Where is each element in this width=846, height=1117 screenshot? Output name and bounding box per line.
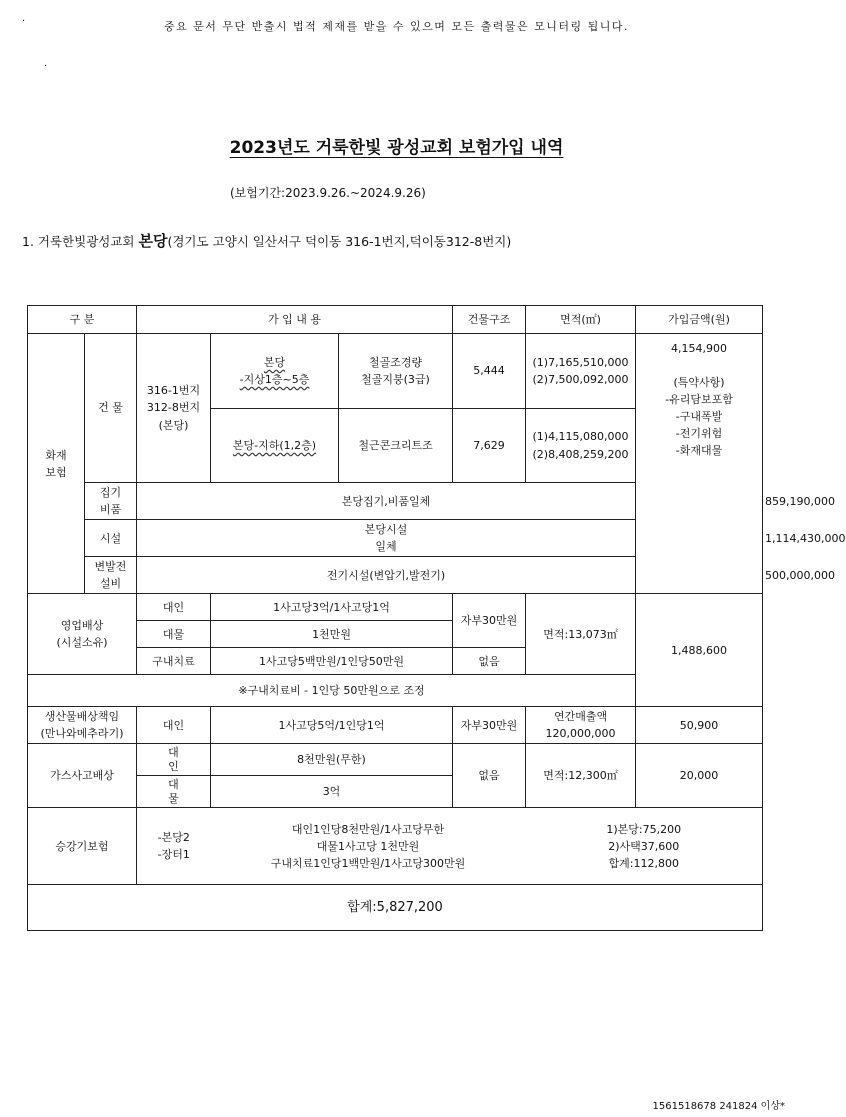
section-prefix: 1. 거룩한빛광성교회 bbox=[22, 234, 139, 249]
header-content: 가 입 내 용 bbox=[137, 306, 453, 334]
building-address: 316-1번지 312-8번지 (본당) bbox=[137, 334, 211, 483]
table-row bbox=[28, 707, 763, 744]
product-value: 1사고당5억/1인당1억 bbox=[211, 707, 453, 744]
facility-label: 시설 bbox=[85, 520, 137, 557]
business-medical-label: 구내치료 bbox=[137, 648, 211, 675]
table-row: 시설 본당시설 일체 1,114,430,000 bbox=[28, 520, 763, 557]
insurance-period: (보험기간:2023.9.26.~2024.9.26) bbox=[230, 186, 426, 200]
amount-basement: (1)4,115,080,000 (2)8,408,259,200 bbox=[526, 409, 636, 483]
document-title-text: 2023년도 거룩한빛 광성교회 보험가입 내역 bbox=[229, 138, 564, 158]
building-label: 건 물 bbox=[85, 334, 137, 483]
elevator-units: -본당2 -장터1 bbox=[137, 808, 211, 885]
transformer-label: 변발전 설비 bbox=[85, 557, 137, 594]
elevator-insurance-label: 승강기보험 bbox=[28, 808, 137, 885]
gas-accident-label: 가스사고배상 bbox=[28, 744, 137, 808]
confidential-notice: 중요 문서 무단 반출시 법적 제재를 받을 수 있으며 모든 출력물은 모니터링 됩니다. bbox=[163, 20, 630, 33]
document-title bbox=[0, 133, 793, 158]
product-sales: 연간매출액 120,000,000 bbox=[526, 707, 636, 744]
table-header-row bbox=[28, 306, 763, 334]
business-premium: 1,488,600 bbox=[636, 594, 763, 707]
product-liability-label: 생산물배상책임 (만나와메추라기) bbox=[28, 707, 137, 744]
table-row: 변발전 설비 전기시설(변압기,발전기) 500,000,000 bbox=[28, 557, 763, 594]
floor-above-ground: 본당 -지상1층~5층 bbox=[211, 334, 339, 409]
table-row bbox=[28, 594, 763, 621]
insurance-table bbox=[27, 305, 846, 931]
business-medical-value: 1사고당5백만원/1인당50만원 bbox=[211, 648, 453, 675]
elevator-content: 대인1인당8천만원/1사고당무한 대물1사고당 1천만원 구내치료1인당1백만원/1사고당300만원 bbox=[211, 808, 526, 885]
business-liability-label: 영업배상 (시설소유) bbox=[28, 594, 137, 675]
business-medical-deductible: 없음 bbox=[453, 648, 526, 675]
transformer-content: 전기시설(변압기,발전기) bbox=[137, 557, 636, 594]
gas-person-label: 대 인 bbox=[137, 744, 211, 776]
business-property-label: 대물 bbox=[137, 621, 211, 648]
margin-mark: · bbox=[22, 16, 26, 27]
table-row bbox=[28, 885, 763, 931]
product-premium: 50,900 bbox=[636, 707, 763, 744]
business-note: ※구내치료비 - 1인당 50만원으로 조정 bbox=[28, 675, 636, 707]
section-heading bbox=[22, 230, 511, 251]
fire-insurance-label: 화재 보험 bbox=[28, 334, 85, 594]
gas-property-value: 3억 bbox=[211, 776, 453, 808]
header-area: 면적(㎡) bbox=[526, 306, 636, 334]
business-person-label: 대인 bbox=[137, 594, 211, 621]
fixtures-content: 본당집기,비품일체 bbox=[137, 483, 636, 520]
business-person-value: 1사고당3억/1사고당1억 bbox=[211, 594, 453, 621]
area-basement: 7,629 bbox=[453, 409, 526, 483]
margin-mark: . bbox=[44, 58, 48, 69]
floor-basement: 본당-지하(1,2층) bbox=[211, 409, 339, 483]
table-row bbox=[28, 744, 763, 776]
amount-above-ground: (1)7,165,510,000 (2)7,500,092,000 bbox=[526, 334, 636, 409]
table-row: 집기 비품 본당집기,비품일체 859,190,000 bbox=[28, 483, 763, 520]
gas-deductible: 없음 bbox=[453, 744, 526, 808]
header-amount: 가입금액(원) bbox=[636, 306, 763, 334]
elevator-premium: 1)본당:75,200 2)사택37,600 합계:112,800 bbox=[526, 808, 763, 885]
fire-premium: 4,154,900 (특약사항) -유리담보포함 -구내폭발 -전기위험 -화재대물 bbox=[636, 334, 763, 594]
product-deductible: 자부30만원 bbox=[453, 707, 526, 744]
area-above-ground: 5,444 bbox=[453, 334, 526, 409]
fixtures-label: 집기 비품 bbox=[85, 483, 137, 520]
gas-premium: 20,000 bbox=[636, 744, 763, 808]
business-deductible: 자부30만원 bbox=[453, 594, 526, 648]
facility-content: 본당시설 일체 bbox=[137, 520, 636, 557]
section-suffix: (경기도 고양시 일산서구 덕이동 316-1번지,덕이동312-8번지) bbox=[167, 234, 512, 249]
gas-area: 면적:12,300㎡ bbox=[526, 744, 636, 808]
section-bold: 본당 bbox=[138, 232, 168, 250]
structure-steel: 철골조경량 철골지붕(3급) bbox=[339, 334, 453, 409]
print-code: 1561518678 241824 이상* bbox=[652, 1101, 785, 1112]
gas-person-value: 8천만원(무한) bbox=[211, 744, 453, 776]
business-area: 면적:13,073㎡ bbox=[526, 594, 636, 675]
business-property-value: 1천만원 bbox=[211, 621, 453, 648]
gas-property-label: 대 물 bbox=[137, 776, 211, 808]
header-category: 구 분 bbox=[28, 306, 137, 334]
structure-concrete: 철근콘크리트조 bbox=[339, 409, 453, 483]
grand-total: 합계:5,827,200 bbox=[28, 885, 763, 931]
table-row bbox=[28, 808, 763, 885]
header-structure: 건물구조 bbox=[453, 306, 526, 334]
table-row bbox=[28, 334, 763, 409]
product-person-label: 대인 bbox=[137, 707, 211, 744]
